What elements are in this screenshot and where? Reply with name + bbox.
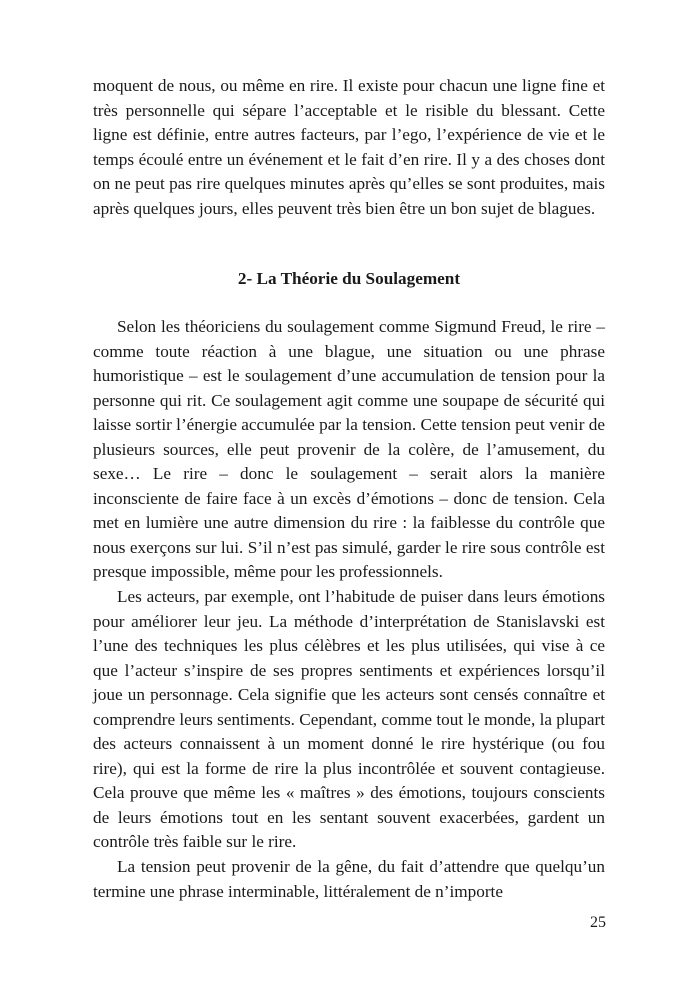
body-text-block bbox=[93, 315, 605, 904]
section-heading: 2- La Théorie du Soulagement bbox=[237, 269, 461, 288]
opening-text-block bbox=[93, 74, 605, 221]
paragraph-tension: La tension peut provenir de la gêne, du fait d’attendre que quelqu’un termine une phrase interminable, littéralement de n’importe bbox=[93, 857, 605, 901]
paragraph-relief-theory: Selon les théoriciens du soulagement comme Sigmund Freud, le rire – comme toute réaction à une blague, une situation ou une phrase humoristique – est le soulagement d’une accumulation de tension pour la personne qui rit. Ce soulagement agit comme une soupape de sécurité qui laisse sortir l’énergie accumulée par la tension. Cette tension peut venir de plusieurs sources, elle peut provenir de la colère, de l’amusement, du sexe… Le rire – donc le soulagement – serait alors la manière inconsciente de faire face à un excès d’émotions – donc de tension. Cela met en lumière une autre dimension du rire : la faiblesse du contrôle que nous exerçons sur lui. S’il n’est pas simulé, garder le rire sous contrôle est presque impossible, même pour les professionnels. bbox=[93, 317, 605, 582]
page-number: 25 bbox=[590, 914, 606, 931]
continuation-paragraph: moquent de nous, ou même en rire. Il existe pour chacun une ligne fine et très personnelle qui sépare l’acceptable et le risible du blessant. Cette ligne est définie, entre autres facteurs, par l’ego, l’expérience de vie et le temps écoulé entre un événement et le fait d’en rire. Il y a des choses dont on ne peut pas rire quelques minutes après qu’elles se sont produites, mais après quelques jours, elles peuvent très bien être un bon sujet de blagues. bbox=[93, 76, 605, 218]
paragraph-actors: Les acteurs, par exemple, ont l’habitude de puiser dans leurs émotions pour améliorer leur jeu. La méthode d’interprétation de Stanislavski est l’une des techniques les plus célèbres et les plus utilisées, qui vise à ce que l’acteur s’inspire de ses propres sentiments et expériences lorsqu’il joue un personnage. Cela signifie que les acteurs sont censés connaître et comprendre leurs sentiments. Cependant, comme tout le monde, la plupart des acteurs connaissent à un moment donné le rire hystérique (ou fou rire), qui est la forme de rire la plus incontrôlée et souvent contagieuse. Cela prouve que même les « maîtres » des émotions, toujours conscients de leurs émotions tout en les sentant souvent exacerbées, gardent un contrôle très faible sur le rire. bbox=[93, 587, 605, 852]
